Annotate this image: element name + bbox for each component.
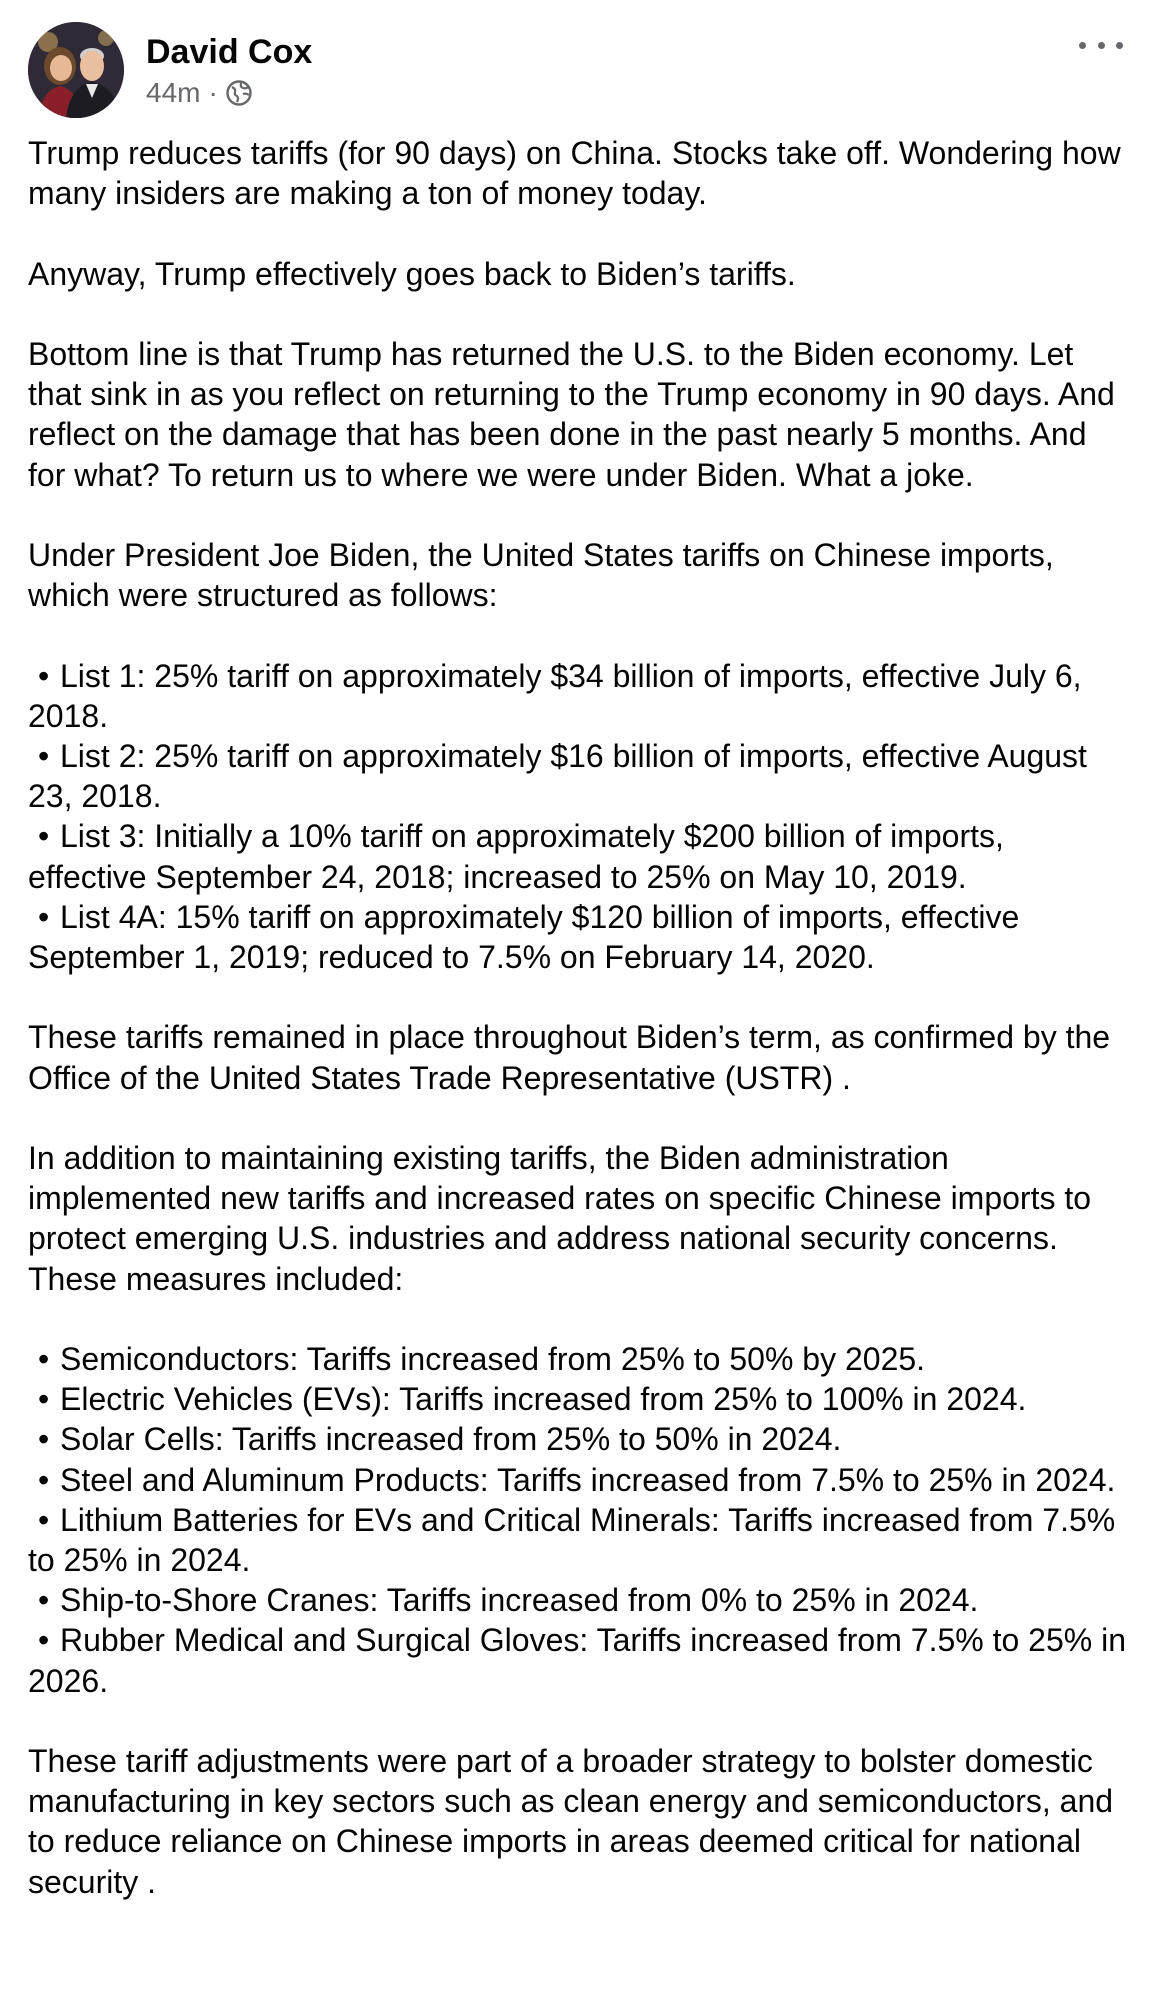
list-item: • List 4A: 15% tariff on approximately $120 billion of imports, effective September 1, 2019; reduced to 7.5% on February 14, 2020. xyxy=(28,897,1128,977)
post-meta xyxy=(146,76,252,110)
post-paragraph: Bottom line is that Trump has returned the U.S. to the Biden economy. Let that sink in as you reflect on returning to the Trump economy in 90 days. And reflect on the damage that has been done in the past nearly 5 months. And for what? To return us to where we were under Biden. What a joke. xyxy=(28,335,1124,493)
list-item: • Solar Cells: Tariffs increased from 25% to 50% in 2024. xyxy=(28,1419,1128,1459)
post-body xyxy=(28,133,1128,1902)
more-dot xyxy=(1079,42,1086,49)
list-item: • List 3: Initially a 10% tariff on approximately $200 billion of imports, effective September 24, 2018; increased to 25% on May 10, 2019. xyxy=(28,816,1128,896)
list-item: • Ship-to-Shore Cranes: Tariffs increased from 0% to 25% in 2024. xyxy=(28,1580,1128,1620)
profile-photo-icon xyxy=(28,22,124,118)
list-item: • Lithium Batteries for EVs and Critical Minerals: Tariffs increased from 7.5% to 25% in 2024. xyxy=(28,1500,1128,1580)
post-header xyxy=(28,22,1123,118)
list-item: • Semiconductors: Tariffs increased from 25% to 50% by 2025. xyxy=(28,1339,1128,1379)
post-paragraph: In addition to maintaining existing tariffs, the Biden administration implemented new tariffs and increased rates on specific Chinese imports to protect emerging U.S. industries and address national security concerns. These measures included: xyxy=(28,1139,1100,1297)
more-dot xyxy=(1098,42,1105,49)
biden-tariff-measures xyxy=(28,1339,1128,1701)
author-name[interactable]: David Cox xyxy=(146,33,313,71)
globe-icon[interactable] xyxy=(226,80,252,106)
more-dot xyxy=(1116,42,1123,49)
post-paragraph: Under President Joe Biden, the United States tariffs on Chinese imports, which were structured as follows: xyxy=(28,536,1063,614)
list-item: • Electric Vehicles (EVs): Tariffs increased from 25% to 100% in 2024. xyxy=(28,1379,1128,1419)
avatar[interactable] xyxy=(28,22,124,118)
list-item: • List 1: 25% tariff on approximately $34 billion of imports, effective July 6, 2018. xyxy=(28,656,1128,736)
list-item: • Rubber Medical and Surgical Gloves: Tariffs increased from 7.5% to 25% in 2026. xyxy=(28,1620,1128,1700)
post-paragraph: Trump reduces tariffs (for 90 days) on China. Stocks take off. Wondering how many insiders are making a ton of money today. xyxy=(28,135,1130,212)
tariff-lists xyxy=(28,656,1128,978)
list-item: • List 2: 25% tariff on approximately $16 billion of imports, effective August 23, 2018. xyxy=(28,736,1128,816)
meta-separator: · xyxy=(208,77,218,108)
more-options-button[interactable] xyxy=(1079,30,1123,60)
list-item: • Steel and Aluminum Products: Tariffs increased from 7.5% to 25% in 2024. xyxy=(28,1460,1128,1500)
post-paragraph: These tariffs remained in place throughout Biden’s term, as confirmed by the Office of the United States Trade Representative (USTR) . xyxy=(28,1019,1119,1096)
post-timestamp[interactable]: 44m xyxy=(146,77,201,108)
post-paragraph: Anyway, Trump effectively goes back to Biden’s tariffs. xyxy=(28,255,796,292)
post-paragraph: These tariff adjustments were part of a broader strategy to bolster domestic manufacturing in key sectors such as clean energy and semiconductors, and to reduce reliance on Chinese imports in areas deemed critical for national security . xyxy=(28,1743,1122,1900)
